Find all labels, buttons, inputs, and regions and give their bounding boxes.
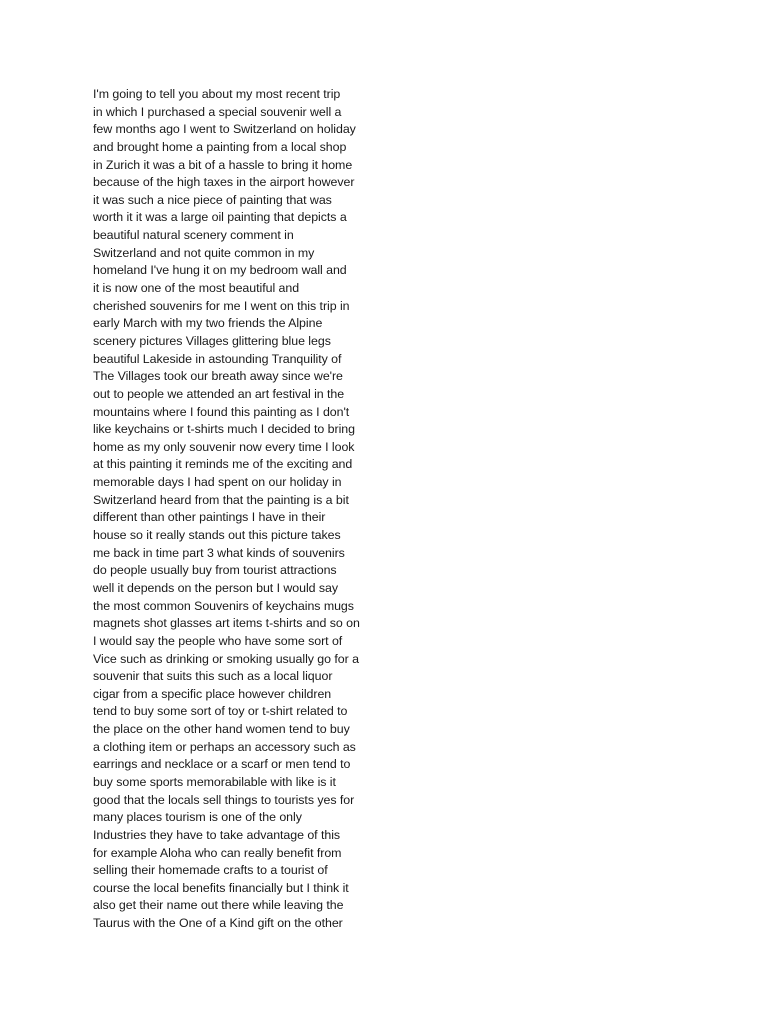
text-line: beautiful natural scenery comment in: [93, 228, 294, 243]
text-line: at this painting it reminds me of the exciting and: [93, 457, 353, 472]
text-line: Vice such as drinking or smoking usually go for a: [93, 651, 359, 666]
text-line: scenery pictures Villages glittering blue legs: [93, 333, 331, 348]
text-line: the most common Souvenirs of keychains mugs: [93, 598, 354, 613]
text-line: it is now one of the most beautiful and: [93, 281, 300, 296]
text-line: earrings and necklace or a scarf or men tend to: [93, 757, 351, 772]
text-line: out to people we attended an art festival in the: [93, 386, 345, 401]
text-line: early March with my two friends the Alpine: [93, 316, 323, 331]
text-line: I would say the people who have some sort of: [93, 633, 343, 648]
text-line: Taurus with the One of a Kind gift on the other: [93, 916, 343, 931]
text-line: homeland I've hung it on my bedroom wall and: [93, 263, 347, 278]
text-line: like keychains or t-shirts much I decided to bring: [93, 422, 355, 437]
text-line: magnets shot glasses art items t-shirts and so on: [93, 616, 360, 631]
text-line: few months ago I went to Switzerland on holiday: [93, 122, 356, 137]
text-line: because of the high taxes in the airport however: [93, 175, 355, 190]
text-line: memorable days I had spent on our holiday in: [93, 475, 342, 490]
text-line: for example Aloha who can really benefit from: [93, 845, 342, 860]
text-line: mountains where I found this painting as I don't: [93, 404, 350, 419]
text-line: souvenir that suits this such as a local liquor: [93, 669, 333, 684]
text-line: tend to buy some sort of toy or t-shirt related to: [93, 704, 348, 719]
text-line: many places tourism is one of the only: [93, 810, 302, 825]
body-text: [93, 86, 393, 933]
text-line: the place on the other hand women tend to buy: [93, 722, 350, 737]
text-line: Industries they have to take advantage of this: [93, 827, 341, 842]
text-line: Switzerland and not quite common in my: [93, 245, 315, 260]
text-line: me back in time part 3 what kinds of souvenirs: [93, 545, 345, 560]
text-line: buy some sports memorabilable with like is it: [93, 774, 336, 789]
text-line: it was such a nice piece of painting that was: [93, 192, 332, 207]
text-line: course the local benefits financially but I think it: [93, 880, 349, 895]
text-line: worth it it was a large oil painting that depicts a: [93, 210, 347, 225]
text-line: do people usually buy from tourist attractions: [93, 563, 337, 578]
text-line: good that the locals sell things to tourists yes for: [93, 792, 355, 807]
text-line: house so it really stands out this picture takes: [93, 528, 341, 543]
text-line: well it depends on the person but I would say: [93, 580, 339, 595]
text-line: cherished souvenirs for me I went on this trip in: [93, 298, 350, 313]
text-line: different than other paintings I have in their: [93, 510, 326, 525]
text-line: Switzerland heard from that the painting is a bit: [93, 492, 349, 507]
text-line: home as my only souvenir now every time I look: [93, 439, 355, 454]
text-line: in Zurich it was a bit of a hassle to bring it home: [93, 157, 353, 172]
text-line: also get their name out there while leaving the: [93, 898, 344, 913]
text-line: selling their homemade crafts to a tourist of: [93, 863, 328, 878]
text-line: in which I purchased a special souvenir well a: [93, 104, 342, 119]
text-line: cigar from a specific place however children: [93, 686, 332, 701]
text-line: and brought home a painting from a local shop: [93, 139, 347, 154]
text-line: The Villages took our breath away since we're: [93, 369, 343, 384]
text-line: beautiful Lakeside in astounding Tranquility of: [93, 351, 342, 366]
text-line: I'm going to tell you about my most recent trip: [93, 87, 341, 101]
text-line: a clothing item or perhaps an accessory such as: [93, 739, 356, 754]
